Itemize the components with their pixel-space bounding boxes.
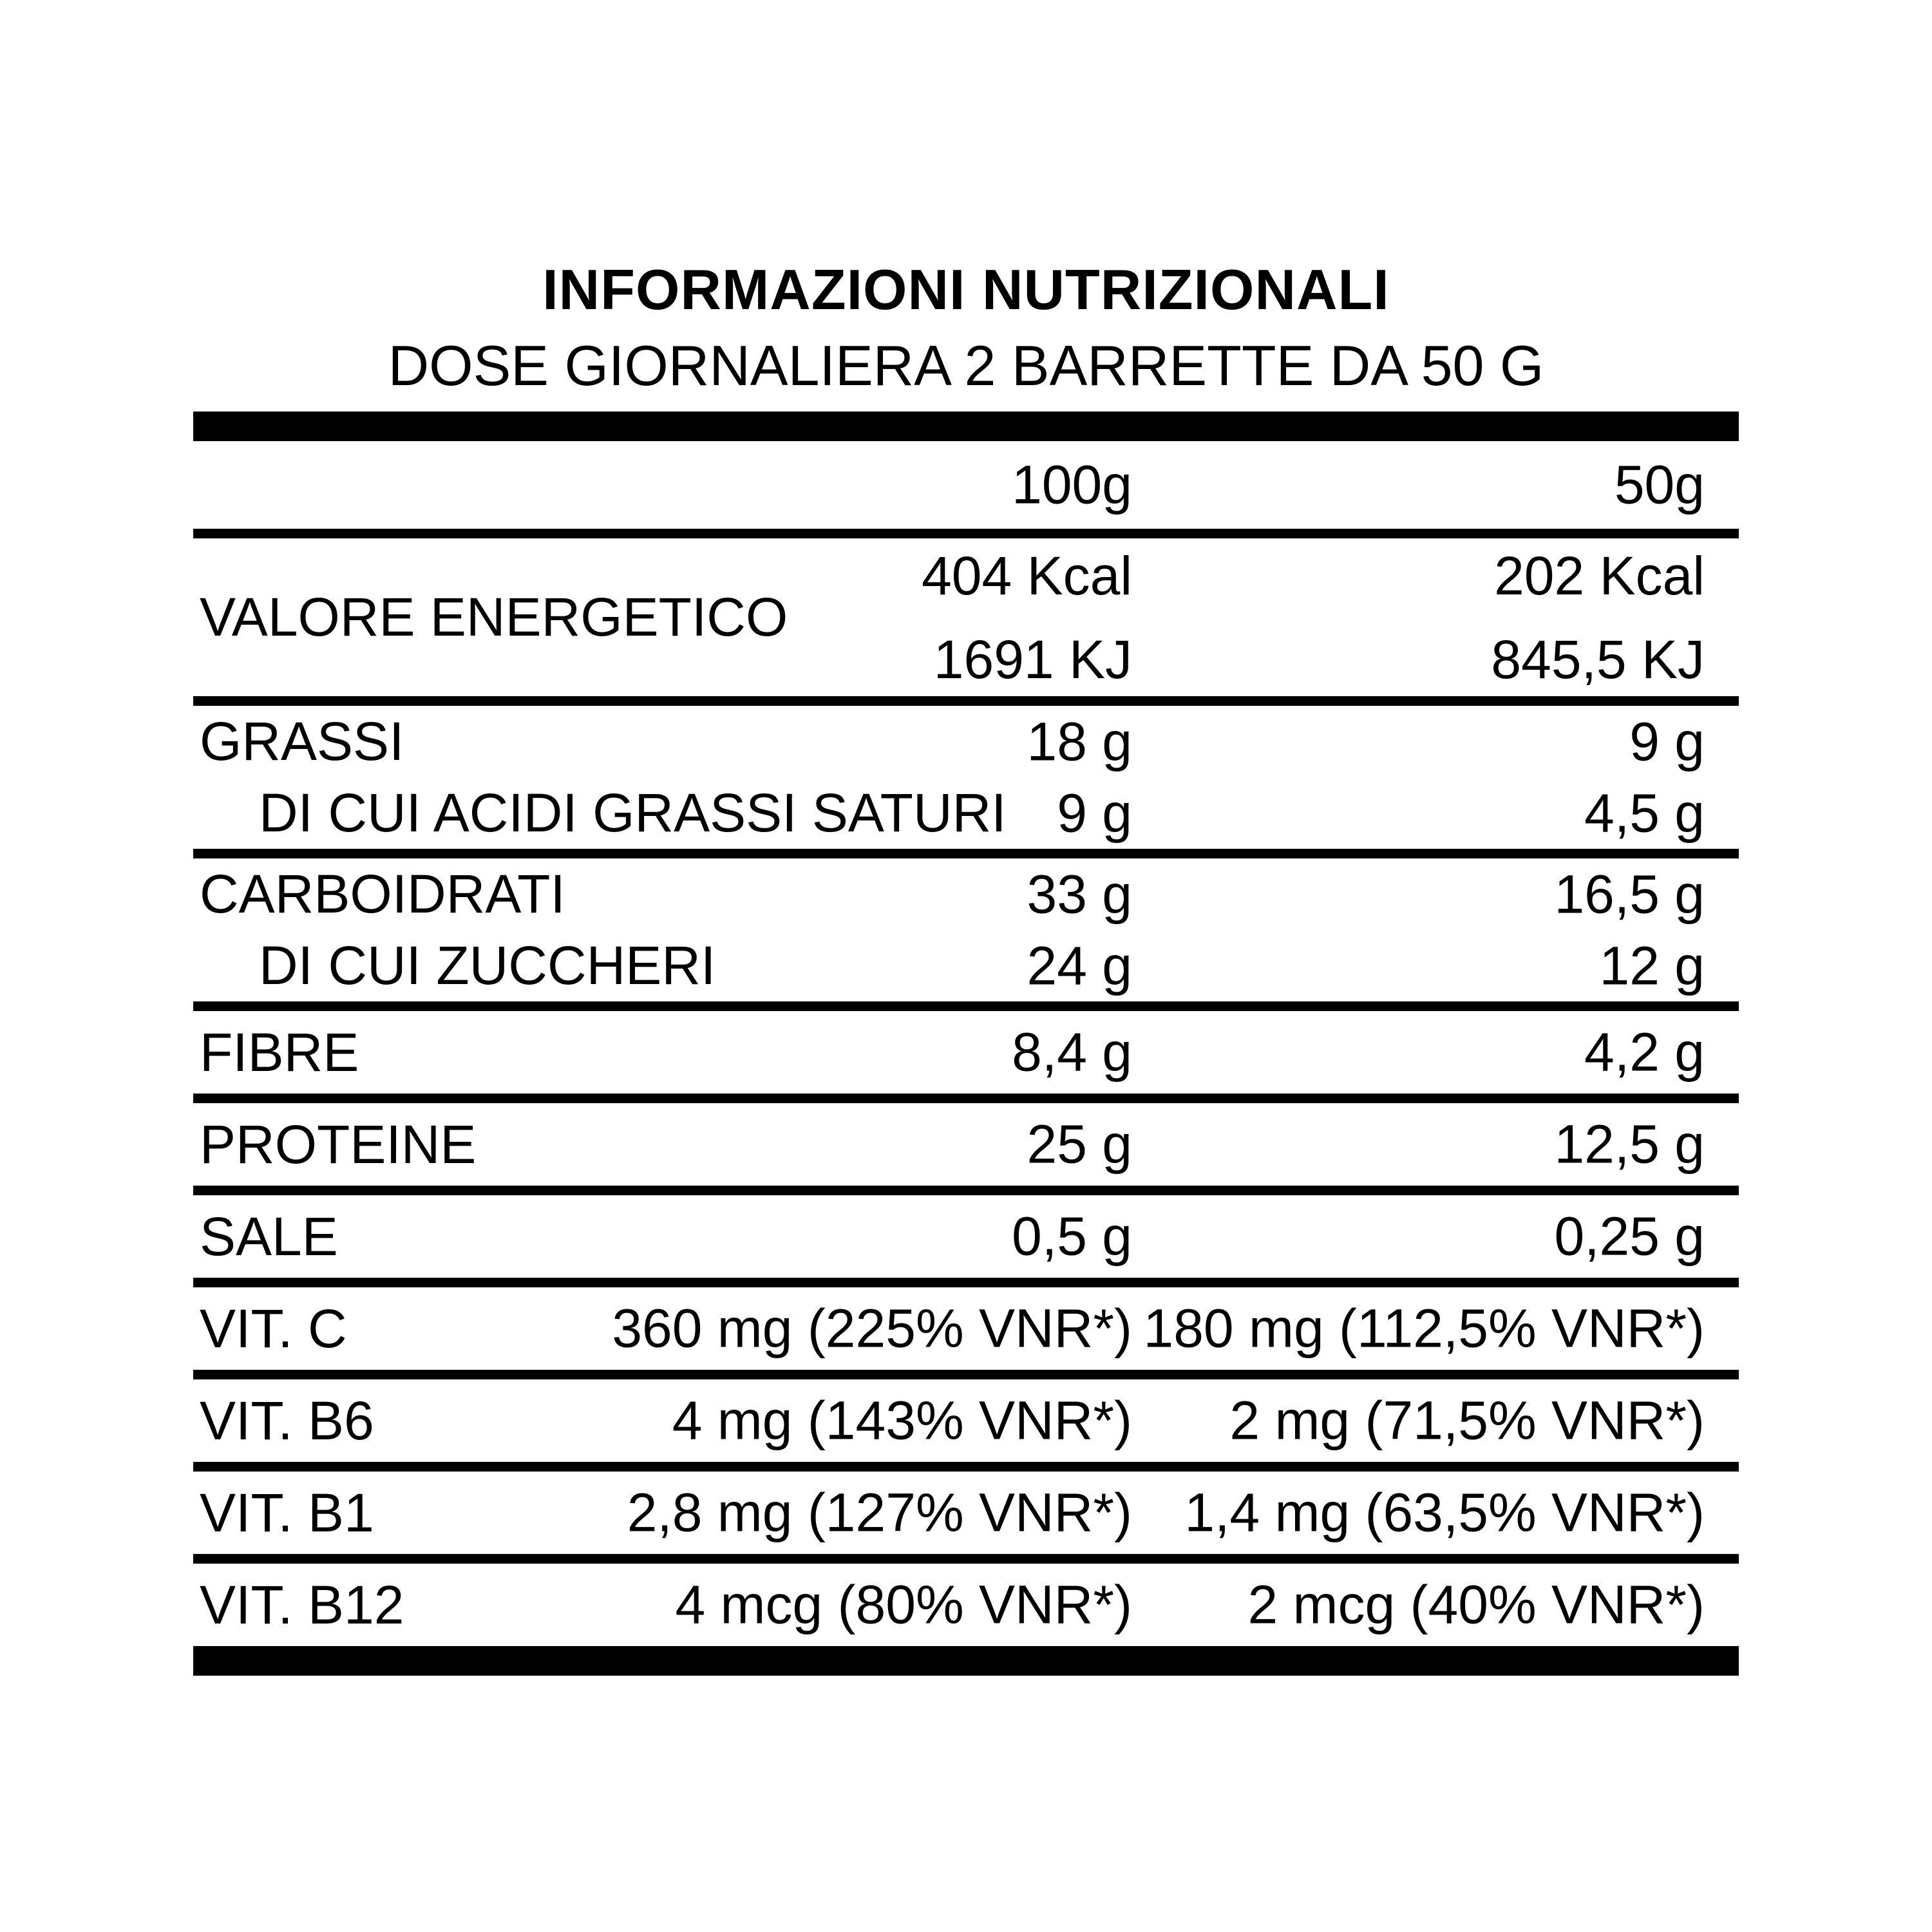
value-per-100g: 4 mg (143% VNR*) [672, 1390, 1132, 1451]
table-row-proteine [193, 1103, 1739, 1186]
value-per-100g: 33 g [1027, 864, 1132, 924]
value-per-50g [1491, 534, 1705, 701]
value-per-100g: 8,4 g [1012, 1021, 1132, 1083]
row-label: DI CUI ZUCCHERI [259, 935, 716, 996]
table-row-vit-b6 [193, 1379, 1739, 1462]
table-row-vit-b12 [193, 1564, 1739, 1646]
value-per-100g: 2,8 mg (127% VNR*) [627, 1482, 1132, 1543]
value-per-50g: 2 mcg (40% VNR*) [1247, 1574, 1705, 1635]
value-kj: 845,5 KJ [1491, 629, 1705, 690]
row-label: CARBOIDRATI [200, 864, 565, 924]
value-per-100g: 0,5 g [1012, 1206, 1132, 1267]
table-top-bar [193, 412, 1739, 441]
table-header-row [193, 441, 1739, 529]
value-per-50g: 9 g [1629, 711, 1705, 772]
page-title: INFORMAZIONI NUTRIZIONALI [542, 258, 1390, 321]
divider [193, 849, 1739, 858]
row-label: VIT. B1 [200, 1482, 374, 1543]
column-header-50g: 50g [1614, 454, 1705, 515]
value-per-100g: 4 mcg (80% VNR*) [675, 1574, 1132, 1635]
row-label: VIT. B12 [200, 1574, 404, 1635]
row-label: GRASSI [200, 711, 404, 772]
value-per-50g: 2 mg (71,5% VNR*) [1229, 1390, 1705, 1451]
value-per-100g: 24 g [1027, 935, 1132, 996]
table-row-carboidrati [193, 858, 1739, 930]
value-per-50g: 0,25 g [1554, 1206, 1705, 1267]
nutrition-table [193, 412, 1739, 1676]
row-label: PROTEINE [200, 1113, 477, 1175]
value-per-50g: 1,4 mg (63,5% VNR*) [1184, 1482, 1705, 1543]
divider [193, 1278, 1739, 1287]
row-label: FIBRE [200, 1021, 359, 1083]
value-per-50g: 4,2 g [1584, 1021, 1705, 1083]
row-label: VALORE ENERGETICO [200, 587, 788, 647]
value-per-50g: 12,5 g [1554, 1113, 1705, 1175]
value-kcal: 404 Kcal [922, 545, 1132, 606]
value-per-100g [922, 534, 1132, 701]
table-row-vit-c [193, 1287, 1739, 1370]
value-per-50g: 12 g [1599, 935, 1705, 996]
divider [193, 1094, 1739, 1103]
divider [193, 1462, 1739, 1472]
column-header-100g: 100g [1012, 454, 1132, 515]
value-per-100g: 18 g [1027, 711, 1132, 772]
row-label: VIT. C [200, 1298, 347, 1359]
page-subtitle: DOSE GIORNALIERA 2 BARRETTE DA 50 G [388, 334, 1544, 397]
row-label: VIT. B6 [200, 1390, 374, 1451]
table-bottom-bar [193, 1646, 1739, 1676]
table-row-vit-b1 [193, 1472, 1739, 1554]
table-row-valore-energetico [193, 538, 1739, 696]
value-per-100g: 360 mg (225% VNR*) [612, 1298, 1132, 1359]
row-label: SALE [200, 1206, 338, 1267]
table-row-grassi [193, 706, 1739, 777]
table-row-sale [193, 1195, 1739, 1278]
value-per-50g: 180 mg (112,5% VNR*) [1143, 1298, 1705, 1359]
row-label: DI CUI ACIDI GRASSI SATURI [259, 782, 1007, 843]
value-per-50g: 16,5 g [1554, 864, 1705, 924]
table-row-acidi-grassi-saturi [193, 777, 1739, 849]
value-per-100g: 25 g [1027, 1113, 1132, 1175]
value-per-100g: 9 g [1057, 782, 1132, 843]
table-row-zuccheri [193, 930, 1739, 1001]
value-per-50g: 4,5 g [1584, 782, 1705, 843]
divider [193, 1186, 1739, 1195]
table-row-fibre [193, 1011, 1739, 1094]
value-kcal: 202 Kcal [1494, 545, 1705, 606]
value-kj: 1691 KJ [933, 629, 1132, 690]
divider [193, 1370, 1739, 1379]
divider [193, 1554, 1739, 1564]
divider [193, 1001, 1739, 1011]
